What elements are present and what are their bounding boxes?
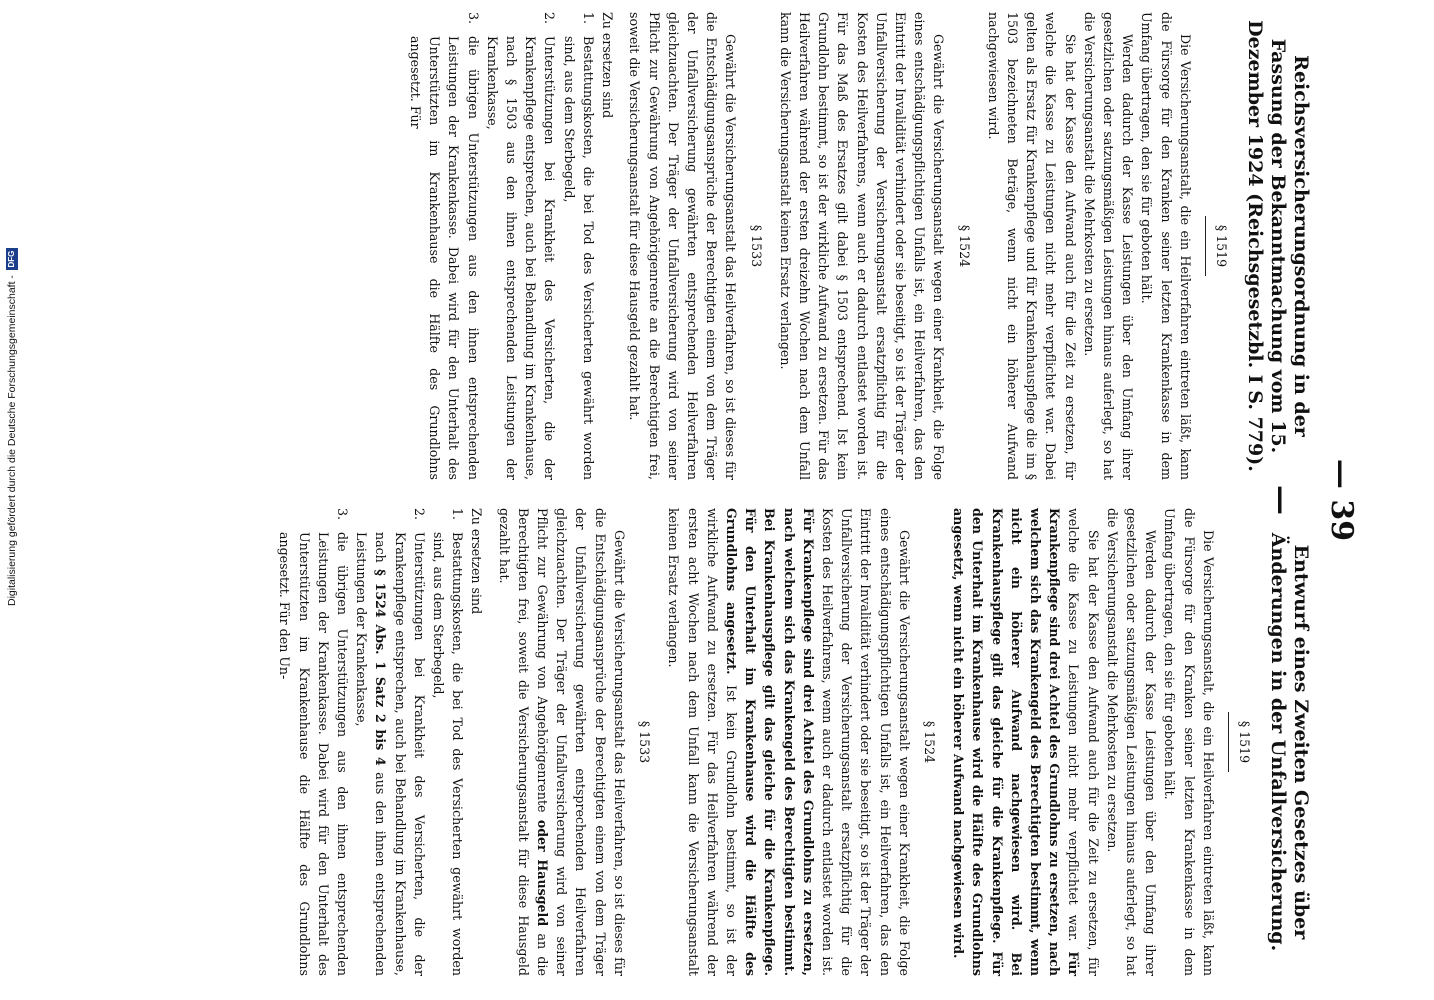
column-title-current: Reichsversicherungsordnung in der Fassung der Bekanntmachung vom 15. Dezember 1924 (Reichsgesetzbl. I S. 779). xyxy=(1244,20,1312,472)
text-run: Sie hat der Kasse den Aufwand auch für die Zeit zu ersetzen, für welche die Kasse zu Leistungen nicht mehr verpflichtet war. xyxy=(1066,508,1101,976)
paragraph xyxy=(949,508,1103,976)
item-number: 1. xyxy=(450,508,466,521)
divider xyxy=(1228,712,1229,772)
text-run: Gewährt die Versicherungsanstalt wegen einer Krankheit, die Folge eines entschädigungspflichtigen Unfalls ist, ein Heilverfahren, das den Eintritt der Invalidität verhindert oder sie beseitigt, so ist der Träger der Unfallversicherung der Versicherungsanstalt ersatzpflichtig für die Kosten des Heilverfahrens, wenn auch er dadurch entlastet worden ist. xyxy=(819,508,912,976)
text-run: Ist kein Grundlohn bestimmt, so ist der wirkliche Aufwand zu ersetzen. Für das Heilverfahren während der ersten acht Wochen nach dem Unfall kann die Versicherungsanstalt keinen Ersatz verlangen. xyxy=(666,508,739,976)
paragraph: Gewährt die Versicherungsanstalt das Heilverfahren, so ist dieses für die Entschädigungsansprüche der Berechtigten einem von dem Träger der Unfallversicherung gewährten entsprechenden Heilverfahren gleichzuachten. Der Träger der Unfallversicherung wird von seiner Pflicht zur Gewährung von Angehörigenrente an die Berechtigten frei, soweit die Versicherungsanstalt für diese Hausgeld gezahlt hat. xyxy=(627,12,739,480)
paragraph: Die Versicherungsanstalt, die ein Heilverfahren eintreten läßt, kann die Fürsorge für den Kranken seiner letzten Krankenkasse in dem Umfang übertragen, den sie für geboten hält. xyxy=(1139,12,1193,480)
section-heading: § 1524 xyxy=(921,720,937,764)
item-text: die übrigen Unterstützungen aus den ihnen entsprechenden Leistungen der Krankenkasse. Dabei wird für den Unterhalt des Unterstützten im Krankenhause die Hälfte des Grundlohns angesetzt. Für den Un- xyxy=(277,532,351,976)
credit-text: Digitalisierung gefördert durch die Deutsche Forschungsgemeinschaft - xyxy=(6,275,18,606)
paragraph xyxy=(494,508,628,976)
divider xyxy=(1205,216,1206,276)
digitization-credit xyxy=(2,216,22,606)
list-item xyxy=(560,12,598,480)
paragraph xyxy=(664,508,914,976)
column-current-law xyxy=(406,12,1312,480)
item-number: 3. xyxy=(465,12,481,25)
item-number: 2. xyxy=(411,508,427,521)
amended-text: Für Krankenpflege sind drei Achtel des Grundlohns zu ersetzen, nach welchem sich das Krankengeld des Berechtigten bestimmt. Bei Krankenhauspflege gilt das gleiche für die Krankenpflege. Für den Unterhalt im Krankenhause wird die Hälfte des Grundlohns angesetzt. xyxy=(723,508,816,976)
item-text xyxy=(352,532,429,976)
item-text: die übrigen Unterstützungen aus den ihnen entsprechenden Leistungen der Krankenkasse. Dabei wird für den Unterhalt des Unterstützten im Krankenhause die Hälfte des Grundlohns angesetzt. Für xyxy=(408,36,481,480)
text-run: Unterstützungen bei Krankheit des Versicherten, die der Krankenpflege entsprechen, auch bei Behandlung im Krankenhause, nach xyxy=(373,532,427,976)
paragraph: Werden dadurch der Kasse Leistungen über den Umfang ihrer gesetzlichen oder satzungsmäßigen Leistungen hinaus auferlegt, so hat die Versicherungsanstalt die Mehrkosten zu ersetzen. xyxy=(1104,508,1159,976)
list-item xyxy=(275,508,352,976)
item-text: Bestattungskosten, die bei Tod des Versicherten gewährt worden sind, aus dem Sterbegeld, xyxy=(431,532,466,976)
item-text: Bestattungskosten, die bei Tod des Versicherten gewährt worden sind, aus dem Sterbegeld, xyxy=(561,36,596,480)
section-heading: § 1519 xyxy=(1237,720,1252,764)
paragraph: Sie hat der Kasse den Aufwand auch für die Zeit zu ersetzen, für welche die Kasse zu Leistungen nicht mehr verpflichtet war. Dabei gelten als Ersatz für Krankenpflege und für Krankenhauspflege die im § 1503 bezeichneten Beträge, wenn nicht ein höherer Aufwand nachgewiesen wird. xyxy=(985,12,1078,480)
item-number: 3. xyxy=(335,508,351,521)
list-intro: Zu ersetzen sind xyxy=(600,12,616,119)
column-title-draft: Entwurf eines Zweiten Gesetzes über Änderungen in der Unfallversicherung. xyxy=(1267,532,1312,952)
section-heading: § 1533 xyxy=(748,224,764,268)
list-item xyxy=(406,12,483,480)
list-item xyxy=(429,508,467,976)
item-number: 1. xyxy=(580,12,596,25)
paragraph: Gewährt die Versicherungsanstalt wegen einer Krankheit, die Folge eines entschädigungspflichtigen Unfalls ist, ein Heilverfahren, das den Eintritt der Invalidität verhindert oder sie beseitigt, so ist der Träger der Unfallversicherung der Versicherungsanstalt ersatzpflichtig für die Kosten des Heilverfahrens, wenn auch er dadurch entlastet worden ist. Für das Maß des Ersatzes gilt dabei § 1503 entsprechend. Ist kein Grundlohn bestimmt, so ist der wirkliche Aufwand zu ersetzen. Für das Heilverfahren während der ersten dreizehn Wochen nach dem Unfall kann die Versicherungsanstalt keinen Ersatz verlangen. xyxy=(777,12,947,480)
section-heading: § 1524 xyxy=(956,224,972,268)
dfg-logo: DFG xyxy=(6,248,18,270)
list-intro: Zu ersetzen sind xyxy=(469,508,485,615)
paragraph: Die Versicherungsanstalt, die ein Heilverfahren eintreten läßt, kann die Fürsorge für den Kranken seiner letzten Krankenkasse in dem Umfang übertragen, den sie für geboten hält. xyxy=(1162,508,1216,976)
amended-text: Für Krankenpflege sind drei Achtel des Grundlohns zu ersetzen, nach welchem sich das Krankengeld des Berechtigten bestimmt, wenn nicht ein höherer Aufwand nachgewiesen wird. Bei Krankenhauspflege gilt das gleiche für die Krankenpflege. Für den Unterhalt im Krankenhause wird die Hälfte des Grundlohns angesetzt, wenn nicht ein höherer Aufwand nachgewiesen wird. xyxy=(951,508,1082,976)
list-item xyxy=(352,508,429,976)
amended-text: § 1524 Abs. 1 Satz 2 bis 4 xyxy=(373,569,389,766)
page-number: — 39 — xyxy=(1264,458,1359,542)
section-heading: § 1533 xyxy=(637,720,653,764)
column-draft-law xyxy=(275,508,1312,976)
item-text: Unterstützungen bei Krankheit des Versicherten, die der Krankenpflege entsprechen, auch bei Behandlung im Krankenhause, nach § 1503 aus den ihnen entsprechenden Leistungen der Krankenkasse, xyxy=(484,36,558,480)
text-run: aus den ihnen entsprechenden Leistungen der Krankenkasse, xyxy=(354,532,389,976)
paragraph: Werden dadurch der Kasse Leistungen über den Umfang ihrer gesetzlichen oder satzungsmäßigen Leistungen hinaus auferlegt, so hat die Versicherungsanstalt die Mehrkosten zu ersetzen. xyxy=(1081,12,1136,480)
section-heading: § 1519 xyxy=(1214,224,1229,268)
item-number: 2. xyxy=(542,12,558,25)
text-run: an die Berechtigten frei, soweit die Versicherungsanstalt für diese Hausgeld gezahlt hat. xyxy=(496,508,551,976)
amended-text: oder Hausgeld xyxy=(535,819,551,927)
list-item xyxy=(483,12,560,480)
text-run: Gewährt die Versicherungsanstalt das Heilverfahren, so ist dieses für die Entschädigungsansprüche der Berechtigten einem von dem Träger der Unfallversicherung gewährten entsprechenden Heilverfahren gleichzuachten. Der Träger der Unfallversicherung wird von seiner Pflicht zur Gewährung von Angehörigenrente xyxy=(535,508,627,976)
